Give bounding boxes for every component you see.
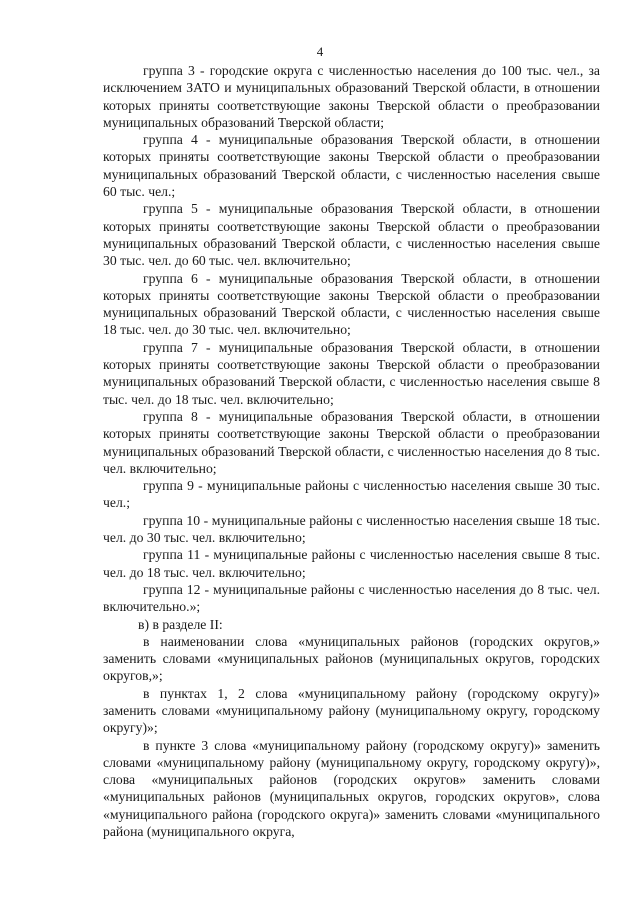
paragraph-group-8: группа 8 - муниципальные образования Тверской области, в отношении которых приняты соответствующие законы Тверской области о преобразовании муниципальных образований Тверской области, с численностью населения до 8 тыс. чел. включительно;	[103, 408, 600, 476]
document-body	[103, 62, 600, 840]
paragraph-group-9: группа 9 - муниципальные районы с численностью населения свыше 30 тыс. чел.;	[103, 478, 600, 511]
paragraph-group-10: группа 10 - муниципальные районы с численностью населения свыше 18 тыс. чел. до 30 тыс. чел. включительно;	[103, 512, 600, 546]
paragraph-group-3: группа 3 - городские округа с численностью населения до 100 тыс. чел., за исключением ЗАТО и муниципальных образований Тверской области, в отношении которых приняты соответствующие законы Тверской области о преобразовании муниципальных образований Тверской области;	[103, 63, 600, 130]
paragraph-group-5: группа 5 - муниципальные образования Тверской области, в отношении которых приняты соответствующие законы Тверской области о преобразовании муниципальных образований Тверской области, с численностью населения свыше 30 тыс. чел. до 60 тыс. чел. включительно;	[103, 201, 600, 269]
paragraph-group-4: группа 4 - муниципальные образования Тверской области, в отношении которых приняты соответствующие законы Тверской области о преобразовании муниципальных образований Тверской области, с численностью населения свыше 60 тыс. чел.;	[103, 132, 600, 200]
paragraph-point-3: в пункте 3 слова «муниципальному району (городскому округу)» заменить словами «муниципальному району (муниципальному округу, городскому округу)», слова «муниципальных районов (городских округов» заменить словами «муниципальных районов (муниципальных округов, городских округов», слова «муниципального района (городского округа)» заменить словами «муниципального района (муниципального округа,	[103, 737, 600, 840]
paragraph-naming-change: в наименовании слова «муниципальных районов (городских округов,» заменить словами «муниципальных районов (муниципальных округов, городских округов,»;	[103, 633, 600, 684]
paragraph-group-11: группа 11 - муниципальные районы с численностью населения свыше 8 тыс. чел. до 18 тыс. чел. включительно;	[103, 547, 600, 580]
paragraph-group-7: группа 7 - муниципальные образования Тверской области, в отношении которых приняты соответствующие законы Тверской области о преобразовании муниципальных образований Тверской области, с численностью населения свыше 8 тыс. чел. до 18 тыс. чел. включительно;	[103, 339, 600, 407]
paragraph-section-ii: в) в разделе II:	[138, 616, 223, 632]
paragraph-group-6: группа 6 - муниципальные образования Тверской области, в отношении которых приняты соответствующие законы Тверской области о преобразовании муниципальных образований Тверской области, с численностью населения свыше 18 тыс. чел. до 30 тыс. чел. включительно;	[103, 270, 600, 338]
paragraph-group-12: группа 12 - муниципальные районы с численностью населения до 8 тыс. чел. включительно.»;	[103, 581, 600, 615]
paragraph-points-1-2: в пунктах 1, 2 слова «муниципальному району (городскому округу)» заменить словами «муниципальному району (муниципальному округу, городскому округу)»;	[103, 685, 600, 736]
page-number: 4	[316, 44, 324, 59]
